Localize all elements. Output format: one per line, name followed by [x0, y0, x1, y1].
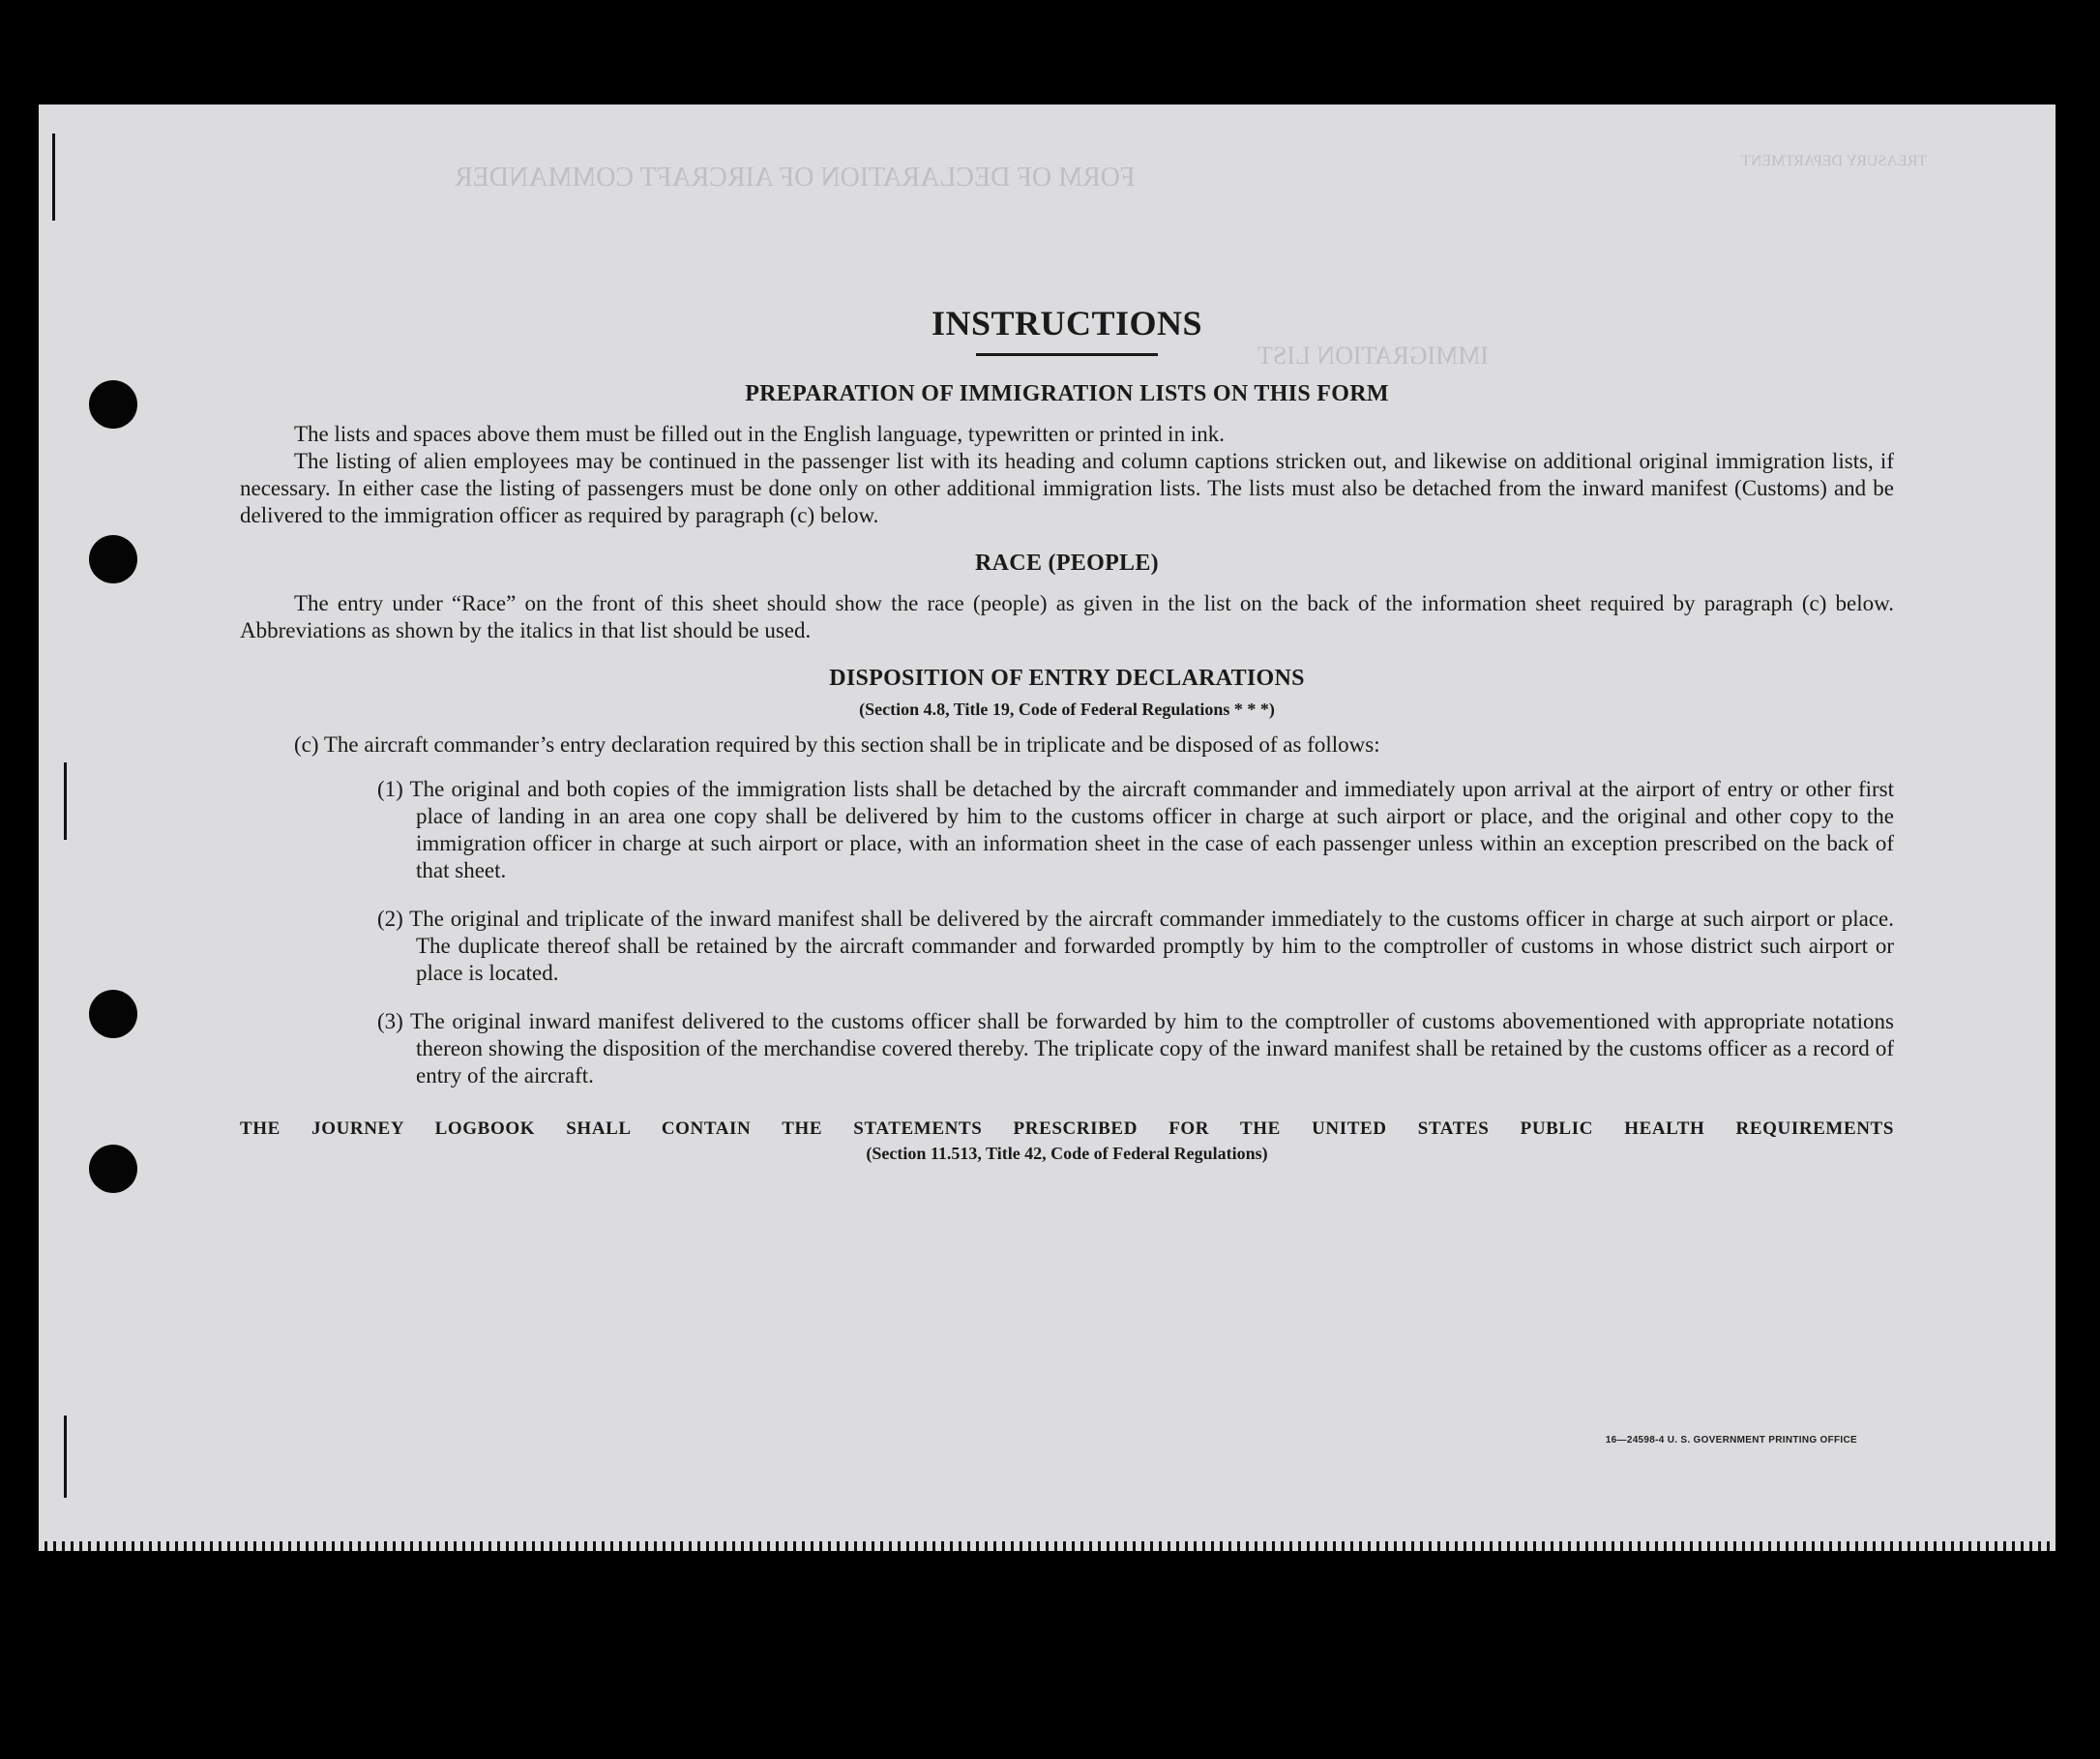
punch-hole: [89, 380, 137, 429]
punch-hole: [89, 990, 137, 1038]
paragraph: The entry under “Race” on the front of this sheet should show the race (people) as given in the list on the back of the information sheet required by paragraph (c) below. Abbreviations as shown by the italics in that list should be used.: [240, 591, 1894, 642]
list-item: (3) The original inward manifest delivered to the customs officer shall be forwarded by him to the comptroller of customs abovementioned with appropriate notations thereon showing the disposition of the merchandise covered thereby. The triplicate copy of the inward manifest shall be retained by the customs officer as a record of entry of the aircraft.: [377, 1009, 1894, 1088]
bleed-through-text: IMMIGRATION LIST: [1257, 342, 1490, 370]
section-race: [240, 551, 1894, 644]
footer-heading: THE JOURNEY LOGBOOK SHALL CONTAIN THE STATEMENTS PRESCRIBED FOR THE UNITED STATES PUBLIC HEALTH REQUIREMENTS: [240, 1118, 1894, 1139]
list-item: (1) The original and both copies of the immigration lists shall be detached by the aircraft commander and immediately upon arrival at the airport of entry or other first place of landing in an area one copy shall be delivered by him to the customs officer in charge at such airport or place, and the original and other copy to the immigration officer in charge at such airport or place, with an information sheet in the case of each passenger unless within an exception prescribed on the back of that sheet.: [377, 777, 1894, 882]
section-heading: PREPARATION OF IMMIGRATION LISTS ON THIS FORM: [745, 381, 1389, 406]
binding-mark: [64, 1416, 67, 1498]
binding-mark: [64, 762, 67, 840]
section-citation: (Section 4.8, Title 19, Code of Federal Regulations * * *): [859, 700, 1275, 719]
page-title: INSTRUCTIONS: [931, 304, 1203, 343]
paragraph-c: (c) The aircraft commander’s entry declaration required by this section shall be in triplicate and be disposed of as follows:: [294, 732, 1380, 757]
punch-hole: [89, 535, 137, 583]
section-preparation: [240, 381, 1894, 529]
bleed-through-text: FORM OF DECLARATION OF AIRCRAFT COMMANDER: [455, 163, 1136, 193]
paragraph: The lists and spaces above them must be filled out in the English language, typewritten or printed in ink.: [294, 422, 1225, 446]
instructions-body: [240, 303, 1894, 1164]
printer-imprint: 16—24598-4 U. S. GOVERNMENT PRINTING OFFICE: [1605, 1435, 1857, 1446]
binding-mark: [52, 134, 55, 221]
section-heading: DISPOSITION OF ENTRY DECLARATIONS: [829, 666, 1305, 691]
punch-hole: [89, 1145, 137, 1193]
bleed-through-text: TREASURY DEPARTMENT: [1741, 153, 1928, 169]
title-underline: [976, 353, 1158, 356]
footer-citation: (Section 11.513, Title 42, Code of Federal Regulations): [866, 1144, 1268, 1163]
document-sheet: [39, 104, 2056, 1551]
section-disposition: [240, 666, 1894, 1089]
section-heading: RACE (PEOPLE): [975, 551, 1159, 576]
paragraph: The listing of alien employees may be continued in the passenger list with its heading and column captions stricken out, and likewise on additional original immigration lists, if necessary. In either case the listing of passengers must be done only on other additional immigration lists. The lists must also be detached from the inward manifest (Customs) and be delivered to the immigration officer as required by paragraph (c) below.: [240, 449, 1894, 527]
list-item: (2) The original and triplicate of the inward manifest shall be delivered by the aircraft commander immediately to the customs officer in charge at such airport or place. The duplicate thereof shall be retained by the aircraft commander and forwarded promptly by him to the comptroller of customs in whose district such airport or place is located.: [377, 907, 1894, 985]
